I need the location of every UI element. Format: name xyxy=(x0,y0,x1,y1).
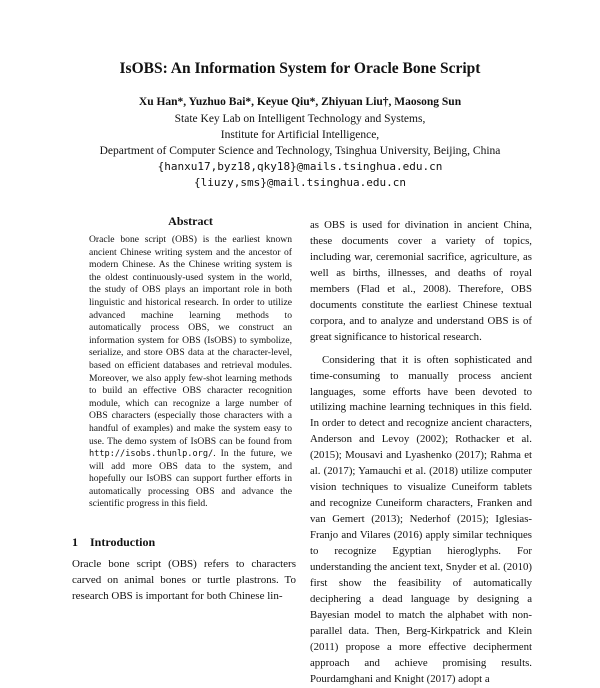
section-title: Introduction xyxy=(90,535,156,549)
right-column xyxy=(310,218,532,688)
right-paragraph-2: Considering that it is often sophisticated and time-consuming to manually process ancient languages, some efforts have been devoted to utilizing machine learning techniques in this field. In order to detect and recognize ancient characters, Anderson and Levoy (2002); Rothacker et al. (2015); Mousavi and Lyashenko (2017); Rahma et al. (2017); Yamauchi et al. (2018) utilize computer vision techniques to visualize Cuneiform tablets and recognize Cuneiform characters, Franken and van Gemert (2013); Nederhof (2015); Iglesias-Franjo and Vilares (2016) apply similar techniques to recognize Egyptian hieroglyphs. For understanding the ancient text, Snyder et al. (2010) first show the feasibility of automatically deciphering a dead language by designing a Bayesian model to match the alphabet with non-parallel data. Then, Berg-Kirkpatrick and Klein (2011) propose a more effective decipherment approach and achieve promising results. Pourdamghani and Knight (2017) adopt a xyxy=(310,353,532,685)
affiliation-line-3: Department of Computer Science and Technology, Tsinghua University, Beijing, China xyxy=(99,145,501,157)
section-heading-introduction xyxy=(72,535,155,550)
abstract-text-part-1: Oracle bone script (OBS) is the earliest known ancient Chinese writing system and the ancestor of modern Chinese. As the Chinese writing system is the oldest continuously-used system in the world, the study of OBS plays an important role in both linguistic and historical research. In order to utilize advanced machine learning methods to automatically process OBS, we construct an information system for OBS (IsOBS) to symbolize, serialize, and store OBS data at the character-level, based on efficient databases and retrieval modules. Moreover, we also apply few-shot learning methods to build an effective OBS character recognition module, which can recognize a large number of OBS characters (especially those characters with a handful of examples) and make the system easy to use. The demo system of IsOBS can be found from xyxy=(89,234,292,447)
author-email-1: {hanxu17,byz18,qky18}@mails.tsinghua.edu.cn xyxy=(157,160,443,173)
introduction-text: Oracle bone script (OBS) refers to characters carved on animal bones or turtle plastrons. To research OBS is important for both Chinese lin- xyxy=(72,558,296,602)
author-email-2: {liuzy,sms}@mail.tsinghua.edu.cn xyxy=(194,176,406,189)
demo-url-link[interactable]: http://isobs.thunlp.org/ xyxy=(89,449,214,460)
affiliation-line-2: Institute for Artificial Intelligence, xyxy=(220,129,380,141)
author-list: Xu Han*, Yuzhuo Bai*, Keyue Qiu*, Zhiyuan Liu†, Maosong Sun xyxy=(138,96,462,108)
abstract-text-part-2: . In the future, we will add more OBS data to the system, and hopefully our IsOBS can support further efforts in automatically processing OBS and advance the scientific progress in this field. xyxy=(89,448,292,510)
section-number: 1 xyxy=(72,535,78,549)
abstract-text xyxy=(89,234,292,511)
affiliation-line-1: State Key Lab on Intelligent Technology and Systems, xyxy=(174,113,426,125)
paper-title: IsOBS: An Information System for Oracle Bone Script xyxy=(119,60,481,77)
abstract-heading: Abstract xyxy=(168,214,213,228)
right-paragraph-1: as OBS is used for divination in ancient China, these documents cover a variety of topics, including war, ceremonial sacrifice, agriculture, as well as births, illnesses, and deaths of royal members (Flad et al., 2008). Therefore, OBS documents constitute the earliest Chinese textual corpora, and to analyze and understand OBS is of great significance to historical research. xyxy=(310,219,532,343)
